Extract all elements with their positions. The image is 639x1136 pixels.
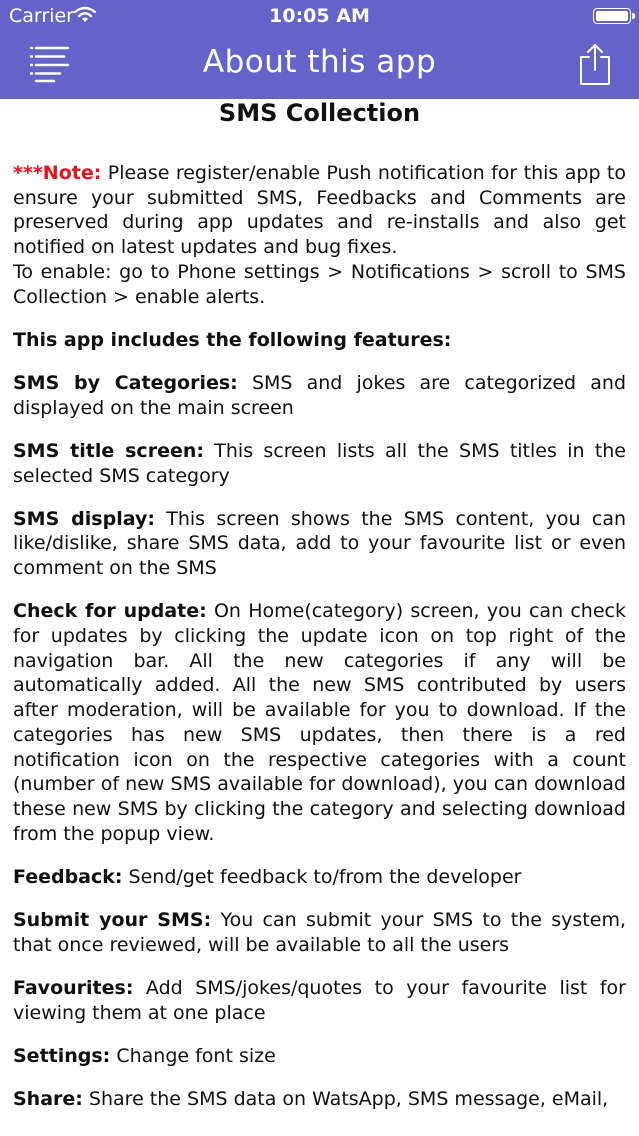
- share-button[interactable]: [577, 42, 613, 86]
- feature-text: Send/get feedback to/from the developer: [122, 865, 522, 888]
- navigation-bar: [0, 0, 639, 99]
- feature-item: [13, 507, 626, 581]
- feature-item: [13, 1044, 626, 1069]
- feature-text: This screen lists all the SMS titles in the selected SMS category: [13, 439, 627, 487]
- feature-text: On Home(category) screen, you can check for updates by clicking the update icon on top right of the navigation bar. All the new categories if any will be automatically added. All the new SMS contributed by users after moderation, will be available for you to download. If the categories has new SMS updates, then there is a red notification icon on the respective categories with a count (number of new SMS available for download), you can download these new SMS by clicking the category and selecting download from the popup view.: [13, 600, 626, 845]
- feature-label: Favourites:: [13, 976, 134, 999]
- battery-icon: [593, 8, 631, 24]
- feature-label: Share:: [13, 1088, 83, 1111]
- feature-label: SMS by Categories:: [13, 371, 238, 394]
- feature-text: Change font size: [110, 1044, 276, 1067]
- feature-label: Submit your SMS:: [13, 909, 212, 932]
- features-heading-text: This app includes the following features:: [13, 328, 452, 351]
- status-bar: [0, 0, 639, 32]
- clock-time: 10:05 AM: [269, 5, 370, 27]
- page-title: About this app: [202, 44, 437, 80]
- note-paragraph: [13, 161, 626, 260]
- carrier-label: Carrier: [9, 5, 74, 27]
- feature-item: [13, 1087, 626, 1112]
- feature-label: Settings:: [13, 1044, 111, 1067]
- feature-text: Share the SMS data on WatsApp, SMS message, eMail,: [82, 1088, 609, 1111]
- feature-item: [13, 371, 626, 420]
- feature-text: SMS and jokes are categorized and displayed on the main screen: [13, 371, 627, 419]
- share-icon: [577, 42, 613, 86]
- feature-item: [13, 865, 626, 890]
- feature-label: Check for update:: [13, 600, 207, 623]
- note-text: Please register/enable Push notification for this app to ensure your submitted SMS, Feedbacks and Comments are preserved during app updates and re-installs and also get notified on latest updates and bug fixes.: [13, 162, 626, 259]
- feature-text: Add SMS/jokes/quotes to your favourite list for viewing them at one place: [13, 976, 626, 1024]
- feature-label: SMS display:: [13, 507, 155, 530]
- features-heading: [13, 328, 626, 353]
- feature-item: [13, 599, 626, 846]
- note-label: ***Note:: [13, 162, 102, 184]
- feature-item: [13, 439, 626, 488]
- feature-label: Feedback:: [13, 865, 123, 888]
- feature-item: [13, 976, 626, 1025]
- app-name-heading: SMS Collection: [218, 99, 421, 127]
- about-content: [13, 99, 626, 1130]
- feature-text: You can submit your SMS to the system, that once reviewed, will be available to all the users: [13, 909, 626, 956]
- feature-label: SMS title screen:: [13, 439, 204, 462]
- enable-instructions: To enable: go to Phone settings > Notifications > scroll to SMS Collection > enable alerts.: [13, 260, 626, 308]
- feature-item: [13, 908, 626, 957]
- feature-text: This screen shows the SMS content, you can like/dislike, share SMS data, add to your favourite list or even comment on the SMS: [13, 507, 627, 580]
